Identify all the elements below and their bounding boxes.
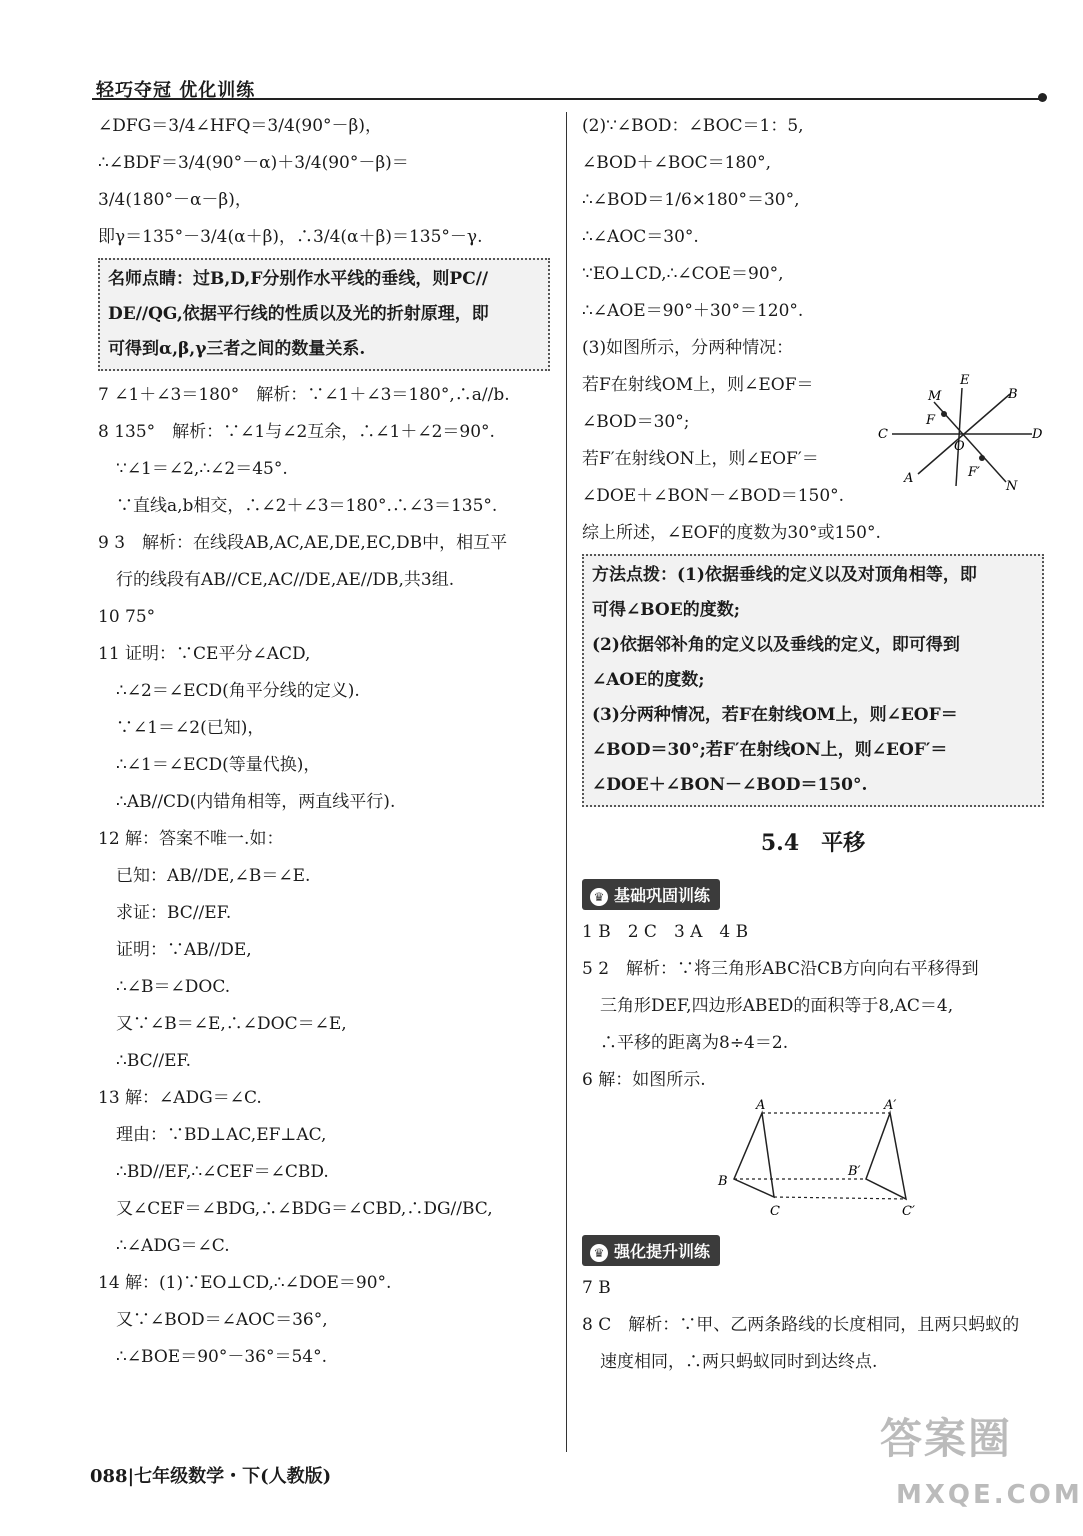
tip-line: (3)分两种情况，若F在射线OM上，则∠EOF＝: [592, 705, 958, 725]
answer-line: ∴∠AOE＝90°＋30°＝120°.: [582, 301, 804, 321]
angle-figure: [878, 373, 1043, 506]
text-line: 即γ＝135°－3/4(α＋β)，∴3/4(α＋β)＝135°－γ.: [98, 227, 483, 247]
right-column: [582, 108, 1044, 1381]
left-column: [98, 108, 550, 1376]
answer-line: 10 75°: [98, 607, 156, 627]
answer-line: 又∵∠BOD＝∠AOC＝36°,: [116, 1310, 328, 1330]
answer-line: ∴∠B＝∠DOC.: [116, 977, 231, 997]
column-divider: [566, 112, 567, 1452]
translation-figure: [712, 1099, 932, 1225]
tip-line: ∠DOE＋∠BON－∠BOD＝150°.: [592, 775, 868, 795]
label-D: D: [1032, 427, 1043, 442]
tip-line: DE//QG,依据平行线的性质以及光的折射原理，即: [108, 304, 489, 324]
tip-line: (2)依据邻补角的定义以及垂线的定义，即可得到: [592, 635, 960, 655]
label-F-prime: F′: [968, 465, 980, 480]
section-title: 5.4 平移: [760, 830, 866, 856]
tip-line: 方法点拨：(1)依据垂线的定义以及对顶角相等，即: [592, 565, 977, 585]
answer-line: ∴平移的距离为8÷4＝2.: [600, 1033, 789, 1053]
section-banner-basic: [582, 879, 720, 910]
page-footer: 088|七年级数学・下(人教版): [90, 1466, 332, 1487]
answer-line: 三角形DEF,四边形ABED的面积等于8,AC＝4,: [600, 996, 954, 1016]
answer-line: ∠BOD＋∠BOC＝180°,: [582, 153, 771, 173]
label-A: A: [756, 1098, 766, 1113]
label-B: B: [1008, 387, 1018, 402]
tip-line: ∠AOE的度数;: [592, 670, 705, 690]
answer-line: 综上所述，∠EOF的度数为30°或150°.: [582, 523, 881, 543]
section-banner-advanced: [582, 1235, 720, 1266]
answer-line: ∴BC//EF.: [116, 1051, 192, 1071]
label-B-prime: B′: [848, 1164, 861, 1179]
header-logo: 轻巧夺冠 优化训练: [96, 80, 256, 101]
crown-icon: ♛: [590, 888, 608, 906]
label-C: C: [878, 427, 888, 442]
label-C: C: [770, 1204, 780, 1219]
answer-line: 若F′在射线ON上，则∠EOF′＝: [582, 449, 819, 469]
label-N: N: [1006, 479, 1018, 494]
label-E: E: [960, 373, 970, 388]
answer-line: ∵∠1＝∠2(已知)，: [116, 718, 265, 738]
answer-line: 又∠CEF＝∠BDG,∴∠BDG＝∠CBD,∴DG//BC,: [116, 1199, 493, 1219]
label-B: B: [718, 1174, 728, 1189]
answer-line: 8 135° 解析：∵∠1与∠2互余，∴∠1＋∠2＝90°.: [98, 422, 495, 442]
teacher-tip-box: [98, 258, 550, 371]
answer-line: 12 解：答案不唯一.如：: [98, 829, 284, 849]
text-line: ∴∠BDF＝3/4(90°－α)＋3/4(90°－β)＝: [98, 153, 409, 173]
answer-line: 证明：∵AB//DE,: [116, 940, 252, 960]
answer-line: 理由：∵BD⊥AC,EF⊥AC,: [116, 1125, 327, 1145]
crown-icon: ♛: [590, 1244, 608, 1262]
answer-line: ∴∠1＝∠ECD(等量代换)，: [116, 755, 321, 775]
answer-line: 1 B 2 C 3 A 4 B: [582, 922, 749, 942]
answer-line: ∴∠2＝∠ECD(角平分线的定义).: [116, 681, 360, 701]
method-tip-box: [582, 554, 1044, 807]
banner-label: 基础巩固训练: [614, 886, 711, 905]
answer-line: 7 ∠1＋∠3＝180° 解析：∵∠1＋∠3＝180°,∴a//b.: [98, 385, 510, 405]
answer-line: ∴∠AOC＝30°.: [582, 227, 699, 247]
text-line: ∠DFG＝3/4∠HFQ＝3/4(90°－β)，: [98, 116, 382, 136]
header-rule: [92, 98, 1041, 100]
answer-line: ∠DOE＋∠BON－∠BOD＝150°.: [582, 486, 845, 506]
answer-line: 求证：BC//EF.: [116, 903, 232, 923]
banner-label: 强化提升训练: [614, 1242, 711, 1261]
tip-line: 可得∠BOE的度数;: [592, 600, 740, 620]
label-F: F: [926, 413, 936, 428]
tip-line: 可得到α,β,γ三者之间的数量关系.: [108, 339, 366, 359]
answer-line: ∵EO⊥CD,∴∠COE＝90°,: [582, 264, 784, 284]
answer-line: 14 解：(1)∵EO⊥CD,∴∠DOE＝90°.: [98, 1273, 392, 1293]
answer-line: ∴∠ADG＝∠C.: [116, 1236, 230, 1256]
label-C-prime: C′: [902, 1204, 915, 1219]
answer-line: ∠BOD＝30°;: [582, 412, 690, 432]
answer-line: 若F在射线OM上，则∠EOF＝: [582, 375, 814, 395]
answer-line: 7 B: [582, 1278, 611, 1298]
answer-line: (2)∵∠BOD：∠BOC＝1：5,: [582, 116, 804, 136]
answer-line: (3)如图所示，分两种情况：: [582, 338, 794, 358]
answer-line: 13 解：∠ADG＝∠C.: [98, 1088, 262, 1108]
answer-line: 又∵∠B＝∠E,∴∠DOC＝∠E,: [116, 1014, 347, 1034]
answer-line: ∵∠1＝∠2,∴∠2＝45°.: [116, 459, 288, 479]
label-O: O: [954, 439, 965, 454]
label-M: M: [928, 389, 942, 404]
answer-line: 5 2 解析：∵将三角形ABC沿CB方向向右平移得到: [582, 959, 979, 979]
answer-line: 8 C 解析：∵甲、乙两条路线的长度相同，且两只蚂蚁的: [582, 1315, 1020, 1335]
answer-line: 速度相同，∴两只蚂蚁同时到达终点.: [600, 1352, 878, 1372]
answer-line: 11 证明：∵CE平分∠ACD,: [98, 644, 311, 664]
tip-line: ∠BOD＝30°;若F′在射线ON上，则∠EOF′＝: [592, 740, 948, 760]
watermark-logo: 答案圈: [880, 1414, 1013, 1463]
answer-line: 行的线段有AB//CE,AC//DE,AE//DB,共3组.: [116, 570, 455, 590]
watermark-url: MXQE.COM: [896, 1480, 1083, 1510]
label-A-prime: A′: [884, 1098, 897, 1113]
text-line: 3/4(180°－α－β)，: [98, 190, 252, 210]
answer-line: 9 3 解析：在线段AB,AC,AE,DE,EC,DB中，相互平: [98, 533, 508, 553]
answer-line: 6 解：如图所示.: [582, 1070, 706, 1090]
answer-line: ∴AB//CD(内错角相等，两直线平行).: [116, 792, 396, 812]
answer-line: ∴∠BOD＝1/6×180°＝30°,: [582, 190, 800, 210]
answer-line: 已知：AB//DE,∠B＝∠E.: [116, 866, 311, 886]
answer-line: ∴∠BOE＝90°－36°＝54°.: [116, 1347, 328, 1367]
header-dot: [1038, 93, 1047, 102]
tip-line: 名师点睛：过B,D,F分别作水平线的垂线，则PC//: [108, 269, 489, 289]
answer-line: ∵直线a,b相交，∴∠2＋∠3＝180°.∴∠3＝135°.: [116, 496, 498, 516]
answer-line: ∴BD//EF,∴∠CEF＝∠CBD.: [116, 1162, 329, 1182]
label-A: A: [904, 471, 914, 486]
